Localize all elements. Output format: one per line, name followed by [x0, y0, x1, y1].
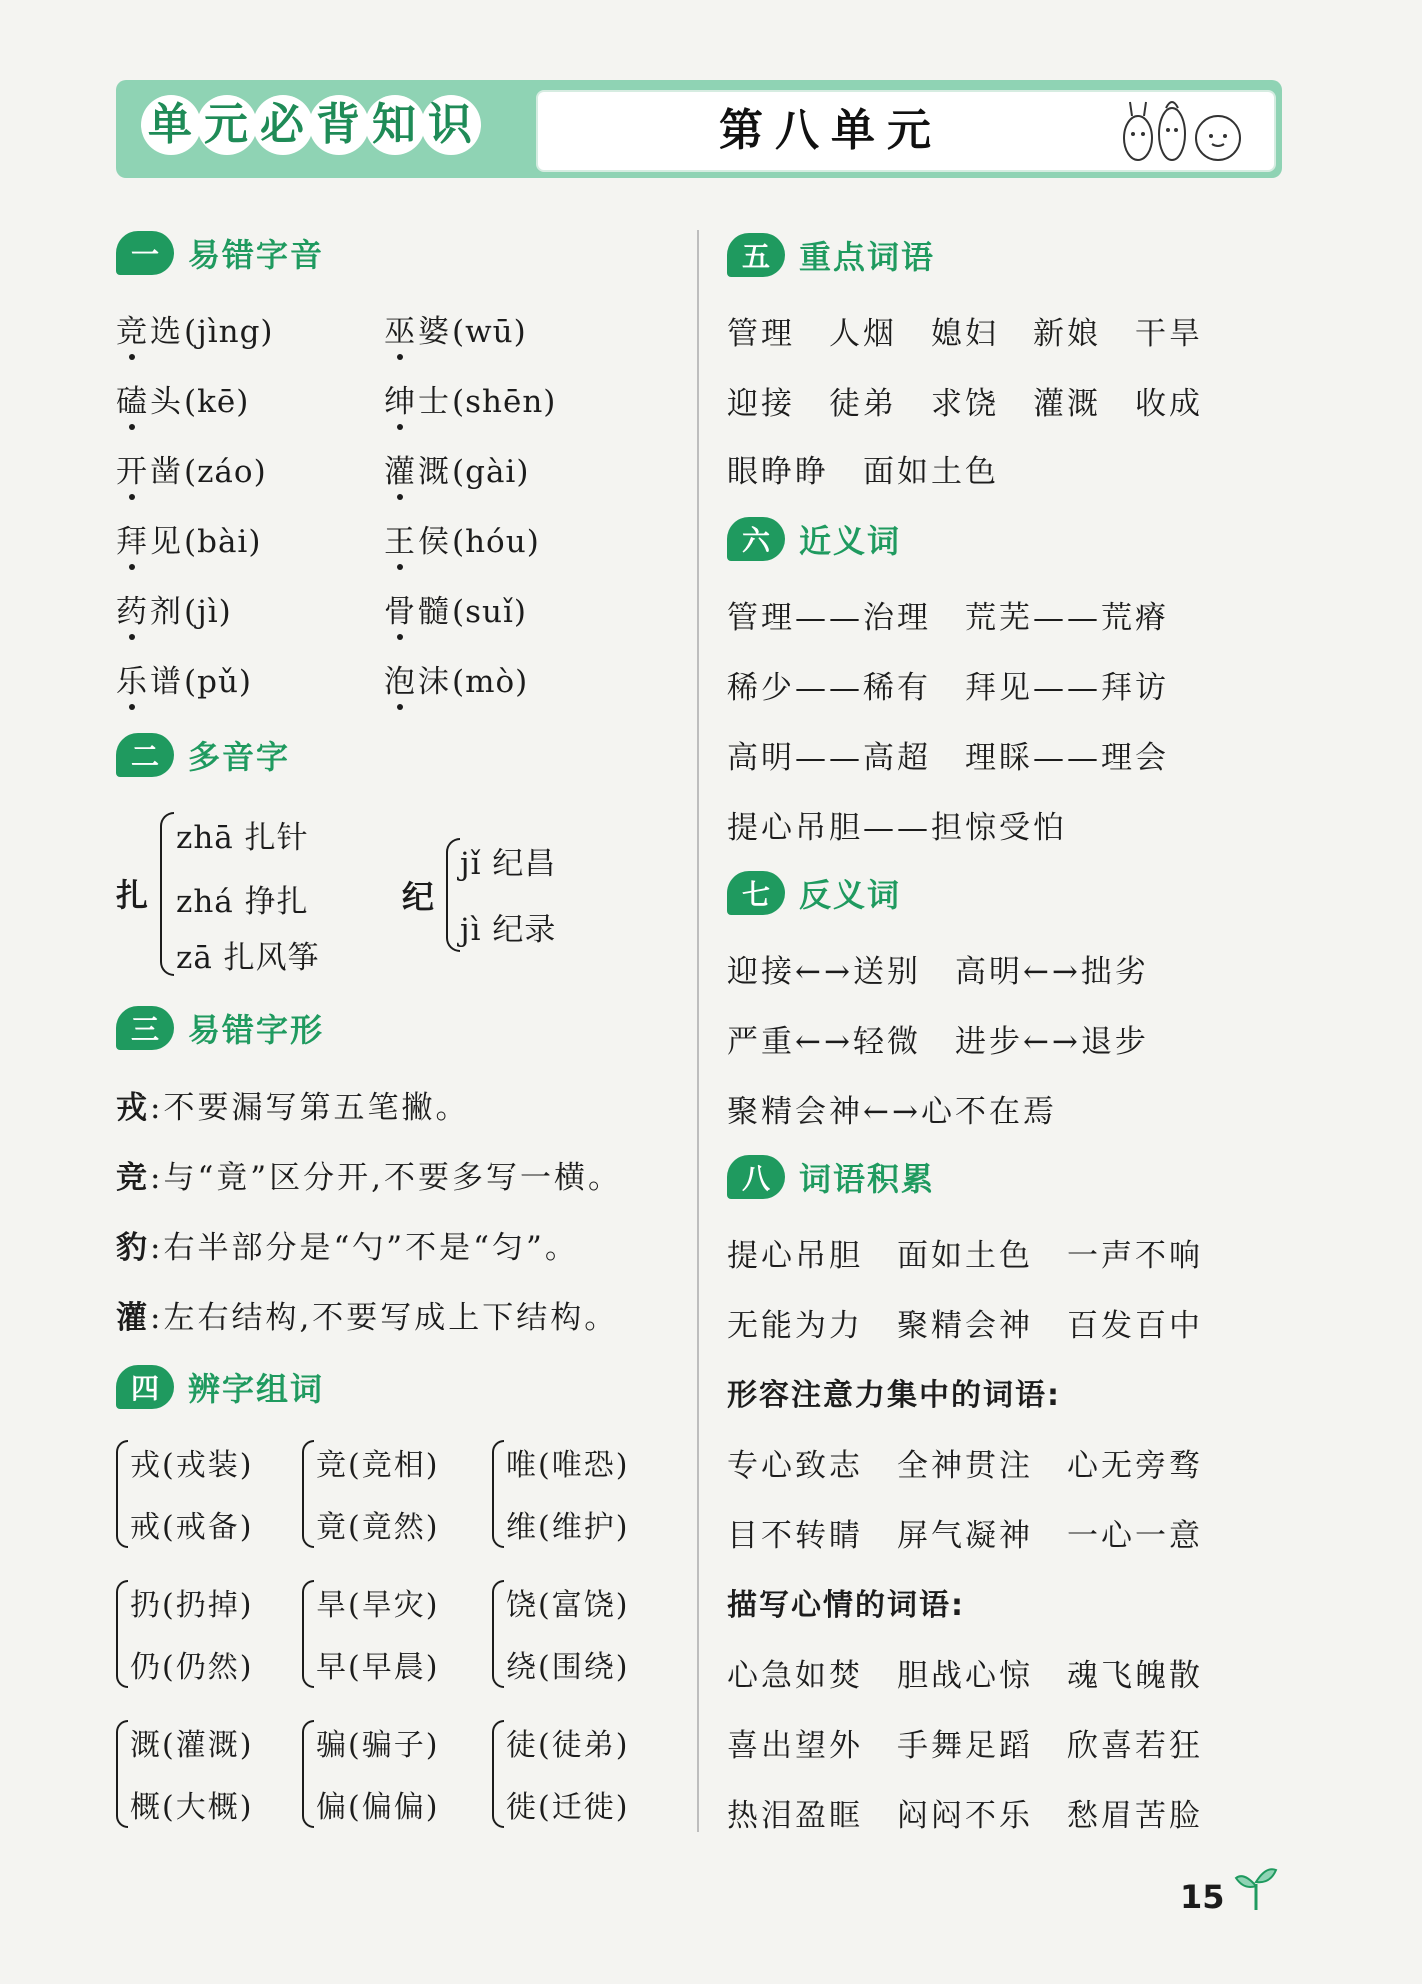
brace: [116, 1440, 128, 1548]
word-line: 迎接 徒弟 求饶 灌溉 收成: [727, 386, 1203, 422]
synonym-line: 管理——治理 荒芜——荒瘠: [727, 600, 1169, 636]
dotted-char: 乐: [116, 664, 150, 700]
pinyin: (hóu): [452, 524, 540, 560]
banner-left-title: [144, 98, 478, 160]
header-banner: [116, 80, 1282, 178]
word-rest: 谱: [150, 664, 184, 700]
word-line: 专心致志 全神贯注 心无旁骛: [727, 1448, 1203, 1484]
group-word: 绕(围绕): [506, 1650, 630, 1685]
word-line: 目不转睛 屏气凝神 一心一意: [727, 1518, 1203, 1554]
note-text: :右半部分是“勺”不是“匀”。: [150, 1230, 579, 1266]
section-badge: 四: [116, 1365, 174, 1409]
section-title: 近义词: [799, 522, 902, 560]
note-char: 豹: [116, 1230, 150, 1266]
section-heading: [727, 1152, 935, 1202]
reading: zā 扎风筝: [176, 940, 320, 976]
note-char: 竞: [116, 1160, 150, 1196]
pronunciation-item: [384, 586, 527, 631]
reading: zhá 挣扎: [176, 884, 309, 920]
brace: [302, 1580, 314, 1688]
section-heading: [727, 514, 901, 564]
word-line: 热泪盈眶 闷闷不乐 愁眉苦脸: [727, 1798, 1203, 1834]
word-rest: 溉: [418, 454, 452, 490]
subheading: 形容注意力集中的词语:: [727, 1378, 1061, 1413]
banner-char: 必: [256, 98, 310, 152]
pinyin: (jì): [184, 594, 232, 630]
word-rest: 沫: [418, 664, 452, 700]
pronunciation-item: [116, 586, 232, 631]
brace: [492, 1580, 504, 1688]
antonym-line: 聚精会神←→心不在焉: [727, 1094, 1057, 1130]
brace: [302, 1720, 314, 1828]
word-rest: 士: [418, 384, 452, 420]
group-word: 徙(迁徙): [506, 1790, 630, 1825]
unit-title-box: [536, 90, 1276, 172]
section-badge: 二: [116, 733, 174, 777]
section-title: 词语积累: [799, 1160, 936, 1198]
dotted-char: 开: [116, 454, 150, 490]
group-word: 仍(仍然): [130, 1650, 254, 1685]
banner-char: 识: [424, 98, 478, 152]
pinyin: (záo): [184, 454, 267, 490]
column-divider: [697, 230, 699, 1832]
banner-char: 单: [144, 98, 198, 152]
dotted-char: 王: [384, 524, 418, 560]
vegetable-characters-icon: [1110, 98, 1260, 164]
group-word: 概(大概): [130, 1790, 254, 1825]
word-line: 眼睁睁 面如土色: [727, 454, 999, 490]
brace: [116, 1580, 128, 1688]
brace: [160, 812, 174, 976]
pronunciation-item: [384, 446, 529, 491]
reading: jì 纪录: [460, 912, 557, 948]
word-rest: 剂: [150, 594, 184, 630]
dotted-char: 竞: [116, 314, 150, 350]
section-heading: [116, 1362, 324, 1412]
section-badge: 六: [727, 517, 785, 561]
synonym-line: 稀少——稀有 拜见——拜访: [727, 670, 1169, 706]
pinyin: (shēn): [452, 384, 557, 420]
polyphone-char: 纪: [402, 878, 438, 916]
note-text: :左右结构,不要写成上下结构。: [150, 1300, 619, 1336]
group-word: 早(早晨): [316, 1650, 440, 1685]
shape-note: [116, 1222, 579, 1267]
section-heading: [116, 228, 324, 278]
pinyin: (jìng): [184, 314, 274, 350]
pronunciation-item: [116, 306, 274, 351]
group-word: 偏(偏偏): [316, 1790, 440, 1825]
word-rest: 髓: [418, 594, 452, 630]
section-badge: 一: [116, 231, 174, 275]
word-line: 管理 人烟 媳妇 新娘 干旱: [727, 316, 1203, 352]
group-word: 维(维护): [506, 1510, 630, 1545]
sprout-icon: [1234, 1862, 1278, 1912]
word-rest: 侯: [418, 524, 452, 560]
group-word: 戒(戒备): [130, 1510, 254, 1545]
shape-note: [116, 1152, 622, 1197]
pinyin: (gài): [452, 454, 530, 490]
pinyin: (mò): [452, 664, 529, 700]
word-rest: 凿: [150, 454, 184, 490]
note-char: 灌: [116, 1300, 150, 1336]
pinyin: (suǐ): [452, 594, 527, 630]
section-title: 易错字形: [188, 1011, 325, 1049]
dotted-char: 药: [116, 594, 150, 630]
pinyin: (bài): [184, 524, 262, 560]
page-number: 15: [1180, 1878, 1225, 1916]
group-word: 旱(旱灾): [316, 1588, 440, 1623]
brace: [446, 838, 460, 952]
pronunciation-item: [384, 516, 540, 561]
brace: [492, 1440, 504, 1548]
dotted-char: 泡: [384, 664, 418, 700]
section-title: 重点词语: [799, 238, 936, 276]
word-line: 无能为力 聚精会神 百发百中: [727, 1308, 1203, 1344]
group-word: 竞(竞相): [316, 1448, 440, 1483]
note-char: 戎: [116, 1090, 150, 1126]
group-word: 戎(戎装): [130, 1448, 254, 1483]
pronunciation-item: [116, 516, 261, 561]
word-rest: 婆: [418, 314, 452, 350]
section-title: 多音字: [188, 738, 291, 776]
polyphone-char: 扎: [116, 876, 152, 914]
pronunciation-item: [384, 306, 527, 351]
reading: jǐ 纪昌: [460, 846, 557, 882]
pinyin: (wū): [452, 314, 527, 350]
note-text: :与“竟”区分开,不要多写一横。: [150, 1160, 622, 1196]
word-rest: 选: [150, 314, 184, 350]
unit-title: 第八单元: [719, 105, 943, 156]
group-word: 徒(徒弟): [506, 1728, 630, 1763]
group-word: 唯(唯恐): [506, 1448, 630, 1483]
word-line: 提心吊胆 面如土色 一声不响: [727, 1238, 1203, 1274]
banner-char: 背: [312, 98, 366, 152]
section-badge: 五: [727, 233, 785, 277]
word-line: 心急如焚 胆战心惊 魂飞魄散: [727, 1658, 1203, 1694]
group-word: 扔(扔掉): [130, 1588, 254, 1623]
word-line: 喜出望外 手舞足蹈 欣喜若狂: [727, 1728, 1203, 1764]
pronunciation-item: [116, 446, 267, 491]
brace: [302, 1440, 314, 1548]
dotted-char: 巫: [384, 314, 418, 350]
section-heading: [116, 730, 290, 780]
section-title: 易错字音: [188, 236, 325, 274]
section-badge: 八: [727, 1155, 785, 1199]
word-rest: 头: [150, 384, 184, 420]
subheading: 描写心情的词语:: [727, 1588, 965, 1623]
section-badge: 七: [727, 871, 785, 915]
section-title: 辨字组词: [188, 1370, 325, 1408]
pronunciation-item: [116, 376, 249, 421]
pinyin: (kē): [184, 384, 250, 420]
dotted-char: 磕: [116, 384, 150, 420]
section-badge: 三: [116, 1006, 174, 1050]
banner-char: 知: [368, 98, 422, 152]
synonym-line: 提心吊胆——担惊受怕: [727, 810, 1067, 846]
note-text: :不要漏写第五笔撇。: [150, 1090, 470, 1126]
pronunciation-item: [116, 656, 252, 701]
synonym-line: 高明——高超 理睬——理会: [727, 740, 1169, 776]
section-heading: [727, 230, 935, 280]
dotted-char: 拜: [116, 524, 150, 560]
dotted-char: 灌: [384, 454, 418, 490]
section-heading: [116, 1003, 324, 1053]
dotted-char: 绅: [384, 384, 418, 420]
group-word: 骗(骗子): [316, 1728, 440, 1763]
antonym-line: 严重←→轻微 进步←→退步: [727, 1024, 1149, 1060]
group-word: 饶(富饶): [506, 1588, 630, 1623]
shape-note: [116, 1082, 469, 1127]
reading: zhā 扎针: [176, 820, 309, 856]
banner-char: 元: [200, 98, 254, 152]
pronunciation-item: [384, 376, 556, 421]
group-word: 竟(竟然): [316, 1510, 440, 1545]
section-title: 反义词: [799, 876, 902, 914]
section-heading: [727, 868, 901, 918]
pinyin: (pǔ): [184, 664, 252, 700]
shape-note: [116, 1292, 618, 1337]
group-word: 溉(灌溉): [130, 1728, 254, 1763]
brace: [492, 1720, 504, 1828]
antonym-line: 迎接←→送别 高明←→拙劣: [727, 954, 1149, 990]
pronunciation-item: [384, 656, 528, 701]
word-rest: 见: [150, 524, 184, 560]
dotted-char: 骨: [384, 594, 418, 630]
brace: [116, 1720, 128, 1828]
